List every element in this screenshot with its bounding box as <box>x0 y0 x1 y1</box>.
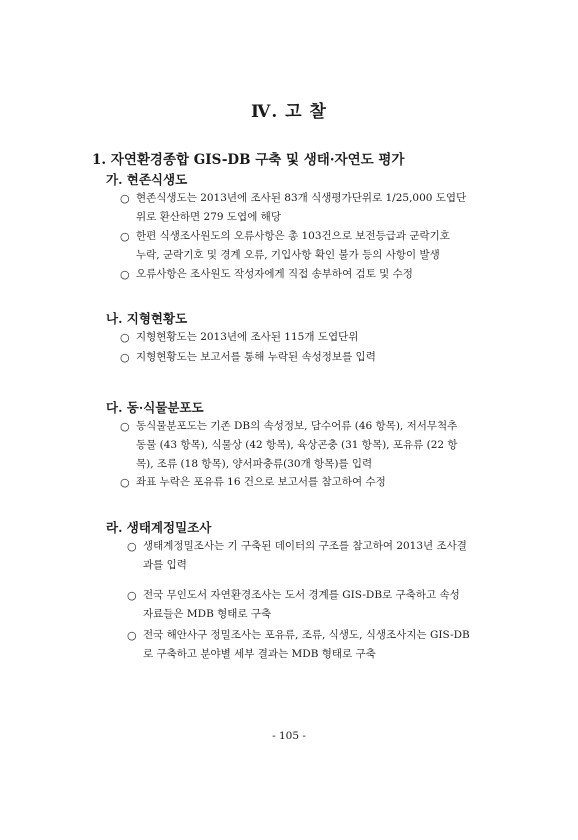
subsection-heading-ecosystem: 라. 생태계정밀조사 <box>106 520 212 535</box>
bullet-line: 현존식생도는 2013년에 조사된 83개 식생평가단위로 1/25,000 도엽단 <box>136 192 467 204</box>
bullet-circle-icon: ○ <box>120 351 130 364</box>
bullet-line: 과를 입력 <box>143 559 187 571</box>
page-number: - 105 - <box>272 730 306 742</box>
subsection-heading-topography: 나. 지형현황도 <box>106 311 188 326</box>
bullet-line: 전국 해안사구 정밀조사는 포유류, 조류, 식생도, 식생조사지는 GIS-DB <box>143 629 470 641</box>
bullet-distribution-1 <box>120 417 458 474</box>
bullet-line: 생태계정밀조사는 기 구축된 데이터의 구조를 참고하여 2013년 조사결 <box>143 540 467 552</box>
bullet-topography-2 <box>120 348 376 367</box>
bullet-line: 동물 (43 항목), 식물상 (42 항목), 육상곤충 (31 항목), 포유류 (22 항 <box>136 439 458 451</box>
bullet-line: 오류사항은 조사원도 작성자에게 직접 송부하여 검토 및 수정 <box>136 268 413 280</box>
bullet-line: 지형현황도는 보고서를 통해 누락된 속성정보를 입력 <box>136 351 376 363</box>
bullet-circle-icon: ○ <box>120 192 130 205</box>
bullet-circle-icon: ○ <box>120 331 130 344</box>
bullet-vegetation-2 <box>120 227 450 265</box>
bullet-line: 위로 환산하면 279 도엽에 해당 <box>136 211 281 223</box>
bullet-distribution-2 <box>120 473 386 492</box>
bullet-line: 좌표 누락은 포유류 16 건으로 보고서를 참고하여 수정 <box>136 476 386 488</box>
subsection-heading-distribution: 다. 동·식물분포도 <box>106 400 204 415</box>
bullet-circle-icon: ○ <box>127 629 137 642</box>
bullet-circle-icon: ○ <box>120 420 130 433</box>
bullet-line: 누락, 군락기호 및 경계 오류, 기입사항 확인 불가 등의 사항이 발생 <box>136 249 440 261</box>
bullet-line: 로 구축하고 분야별 세부 결과는 MDB 형태로 구축 <box>143 648 376 660</box>
bullet-vegetation-3 <box>120 265 413 284</box>
bullet-line: 한편 식생조사원도의 오류사항은 총 103건으로 보전등급과 군락기호 <box>136 230 450 242</box>
bullet-ecosystem-1 <box>127 537 467 575</box>
bullet-line: 동식물분포도는 기존 DB의 속성정보, 담수어류 (46 항목), 저서무척추 <box>136 420 458 432</box>
section-heading: 1. 자연환경종합 GIS-DB 구축 및 생태·자연도 평가 <box>92 152 405 168</box>
bullet-ecosystem-3 <box>127 626 470 664</box>
bullet-line: 자료들은 MDB 형태로 구축 <box>143 608 272 620</box>
bullet-circle-icon: ○ <box>120 476 130 489</box>
bullet-vegetation-1 <box>120 189 466 227</box>
bullet-circle-icon: ○ <box>120 230 130 243</box>
bullet-circle-icon: ○ <box>127 589 137 602</box>
bullet-topography-1 <box>120 328 358 347</box>
bullet-circle-icon: ○ <box>120 268 130 281</box>
bullet-ecosystem-2 <box>127 586 460 624</box>
bullet-circle-icon: ○ <box>127 540 137 553</box>
page-title: Ⅳ. 고 찰 <box>251 102 327 122</box>
bullet-line: 지형현황도는 2013년에 조사된 115개 도엽단위 <box>136 331 359 343</box>
subsection-heading-vegetation: 가. 현존식생도 <box>106 172 188 187</box>
bullet-line: 목), 조류 (18 항목), 양서파충류(30개 항목)를 입력 <box>136 458 373 470</box>
bullet-line: 전국 무인도서 자연환경조사는 도서 경계를 GIS-DB로 구축하고 속성 <box>143 589 460 601</box>
